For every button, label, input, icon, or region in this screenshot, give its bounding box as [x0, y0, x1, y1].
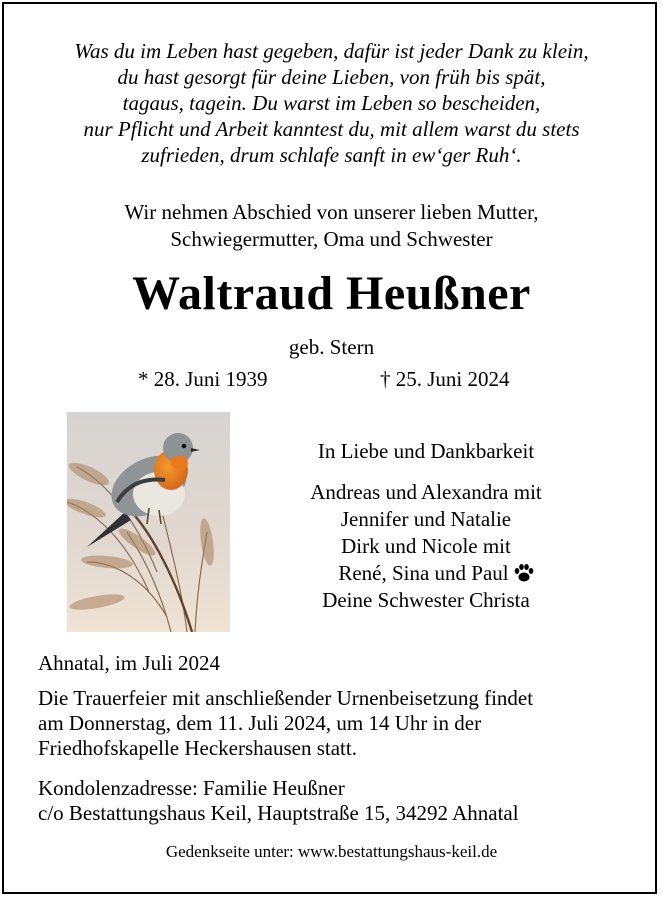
memorial-poem	[0, 38, 663, 168]
poem-line: zufrieden, drum schlafe sanft in ew‘ger Ruh‘.	[141, 143, 522, 167]
poem-line: nur Pflicht und Arbeit kanntest du, mit allem warst du stets	[83, 117, 580, 141]
maiden-name: geb. Stern	[288, 335, 375, 359]
poem-line: Was du im Leben hast gegeben, dafür ist jeder Dank zu klein,	[74, 39, 589, 63]
mourner-line-with-paw	[256, 560, 596, 587]
memorial-website: Gedenkseite unter: www.bestattungshaus-keil.de	[165, 842, 498, 861]
paw-print-icon	[513, 563, 535, 583]
mourner-line: Deine Schwester Christa	[322, 588, 530, 612]
intro-line: Schwiegermutter, Oma und Schwester	[170, 227, 493, 251]
mourners-heading: In Liebe und Dankbarkeit	[317, 439, 535, 463]
mourner-line: Andreas und Alexandra mit	[310, 480, 542, 504]
condolence-address	[38, 776, 638, 826]
farewell-intro	[0, 199, 663, 253]
funeral-info-line: Friedhofskapelle Heckershausen statt.	[38, 736, 357, 760]
mourner-line: René, Sina und Paul	[338, 561, 509, 585]
mourner-line: Jennifer und Natalie	[340, 507, 512, 531]
poem-line: tagaus, tagein. Du warst im Leben so bescheiden,	[122, 91, 541, 115]
intro-line: Wir nehmen Abschied von unserer lieben Mutter,	[124, 200, 539, 224]
robin-bird-photo	[67, 412, 230, 632]
condolence-line: Kondolenzadresse: Familie Heußner	[38, 776, 345, 800]
funeral-info	[38, 686, 638, 761]
mourners-block	[256, 438, 596, 614]
funeral-info-line: Die Trauerfeier mit anschließender Urnenbeisetzung findet	[38, 686, 534, 710]
funeral-info-line: am Donnerstag, dem 11. Juli 2024, um 14 Uhr in der	[38, 711, 482, 735]
poem-line: du hast gesorgt für deine Lieben, von früh bis spät,	[117, 65, 546, 89]
death-date: † 25. Juni 2024	[380, 367, 510, 391]
birth-date: * 28. Juni 1939	[138, 367, 268, 391]
mourner-line: Dirk und Nicole mit	[341, 534, 511, 558]
deceased-name: Waltraud Heußner	[132, 267, 531, 320]
place-and-date: Ahnatal, im Juli 2024	[38, 651, 220, 675]
condolence-line: c/o Bestattungshaus Keil, Hauptstraße 15, 34292 Ahnatal	[38, 801, 519, 825]
